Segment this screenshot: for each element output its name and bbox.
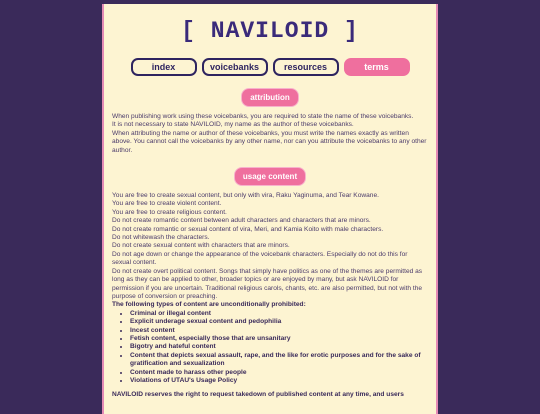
usage-line: Do not create romantic or sexual content of vira, Meri, and Kamia Koito with male characters. <box>112 225 384 233</box>
page-container <box>102 4 438 414</box>
attribution-heading: attribution <box>241 88 299 107</box>
usage-line: Do not create romantic content between adult characters and characters that are minors. <box>112 217 371 225</box>
nav-resources[interactable]: resources <box>273 58 339 76</box>
usage-heading: usage content <box>234 167 306 186</box>
prohibited-item: • Bigotry and hateful content <box>130 343 428 351</box>
prohibited-item: • Violations of UTAU's Usage Policy <box>130 377 428 385</box>
usage-line: Do not age down or change the appearance of the voicebank characters. Especially do not do this for sexual content. <box>112 250 408 267</box>
nav-index[interactable]: index <box>131 58 197 76</box>
usage-line: You are free to create sexual content, but only with vira, Raku Yaginuma, and Tear Kowane. <box>112 192 379 200</box>
prohibited-list <box>112 310 428 386</box>
usage-line: You are free to create religious content. <box>112 208 227 216</box>
usage-line: Do not create sexual content with characters that are minors. <box>112 242 290 250</box>
attribution-section <box>104 113 436 155</box>
prohibited-item: • Content made to harass other people <box>130 369 428 377</box>
nav-bar <box>104 58 436 76</box>
prohibited-item: • Incest content <box>130 327 428 335</box>
nav-terms[interactable]: terms <box>344 58 410 76</box>
prohibited-heading: The following types of content are unconditionally prohibited: <box>112 301 306 309</box>
prohibited-item: • Explicit underage sexual content and pedophilia <box>130 318 428 326</box>
attribution-line: When attributing the name or author of these voicebanks, you must write the names exactly as written above. You cannot call the voicebanks by any other name, nor can you attribute the voicebanks to any other author. <box>112 129 427 154</box>
prohibited-item: • Criminal or illegal content <box>130 310 428 318</box>
usage-line: Do not create overt political content. Songs that simply have politics as one of the themes are permitted as long as they can be applied to other, broader topics or are enjoyed by many, but ask NAVILOID for permission if you are uncertain. Traditional religious carols, chants, etc. are also permitted, but not with the purpose of conversion or preaching. <box>112 267 423 300</box>
nav-voicebanks[interactable]: voicebanks <box>202 58 268 76</box>
prohibited-item: • Fetish content, especially those that are unsanitary <box>130 335 428 343</box>
attribution-line: When publishing work using these voicebanks, you are required to state the name of these voicebanks. <box>112 113 414 120</box>
usage-line: Do not whitewash the characters. <box>112 234 210 242</box>
site-title: [ NAVILOID ] <box>181 18 359 44</box>
usage-line: You are free to create violent content. <box>112 200 222 208</box>
prohibited-item: • Content that depicts sexual assault, rape, and the like for erotic purposes and for the sake of gratification and sexualization <box>130 352 428 369</box>
takedown-note: NAVILOID reserves the right to request takedown of published content at any time, and users <box>112 391 404 399</box>
usage-section <box>104 192 436 400</box>
attribution-line: It is not necessary to state NAVILOID, my name as the author of these voicebanks. <box>112 121 354 129</box>
